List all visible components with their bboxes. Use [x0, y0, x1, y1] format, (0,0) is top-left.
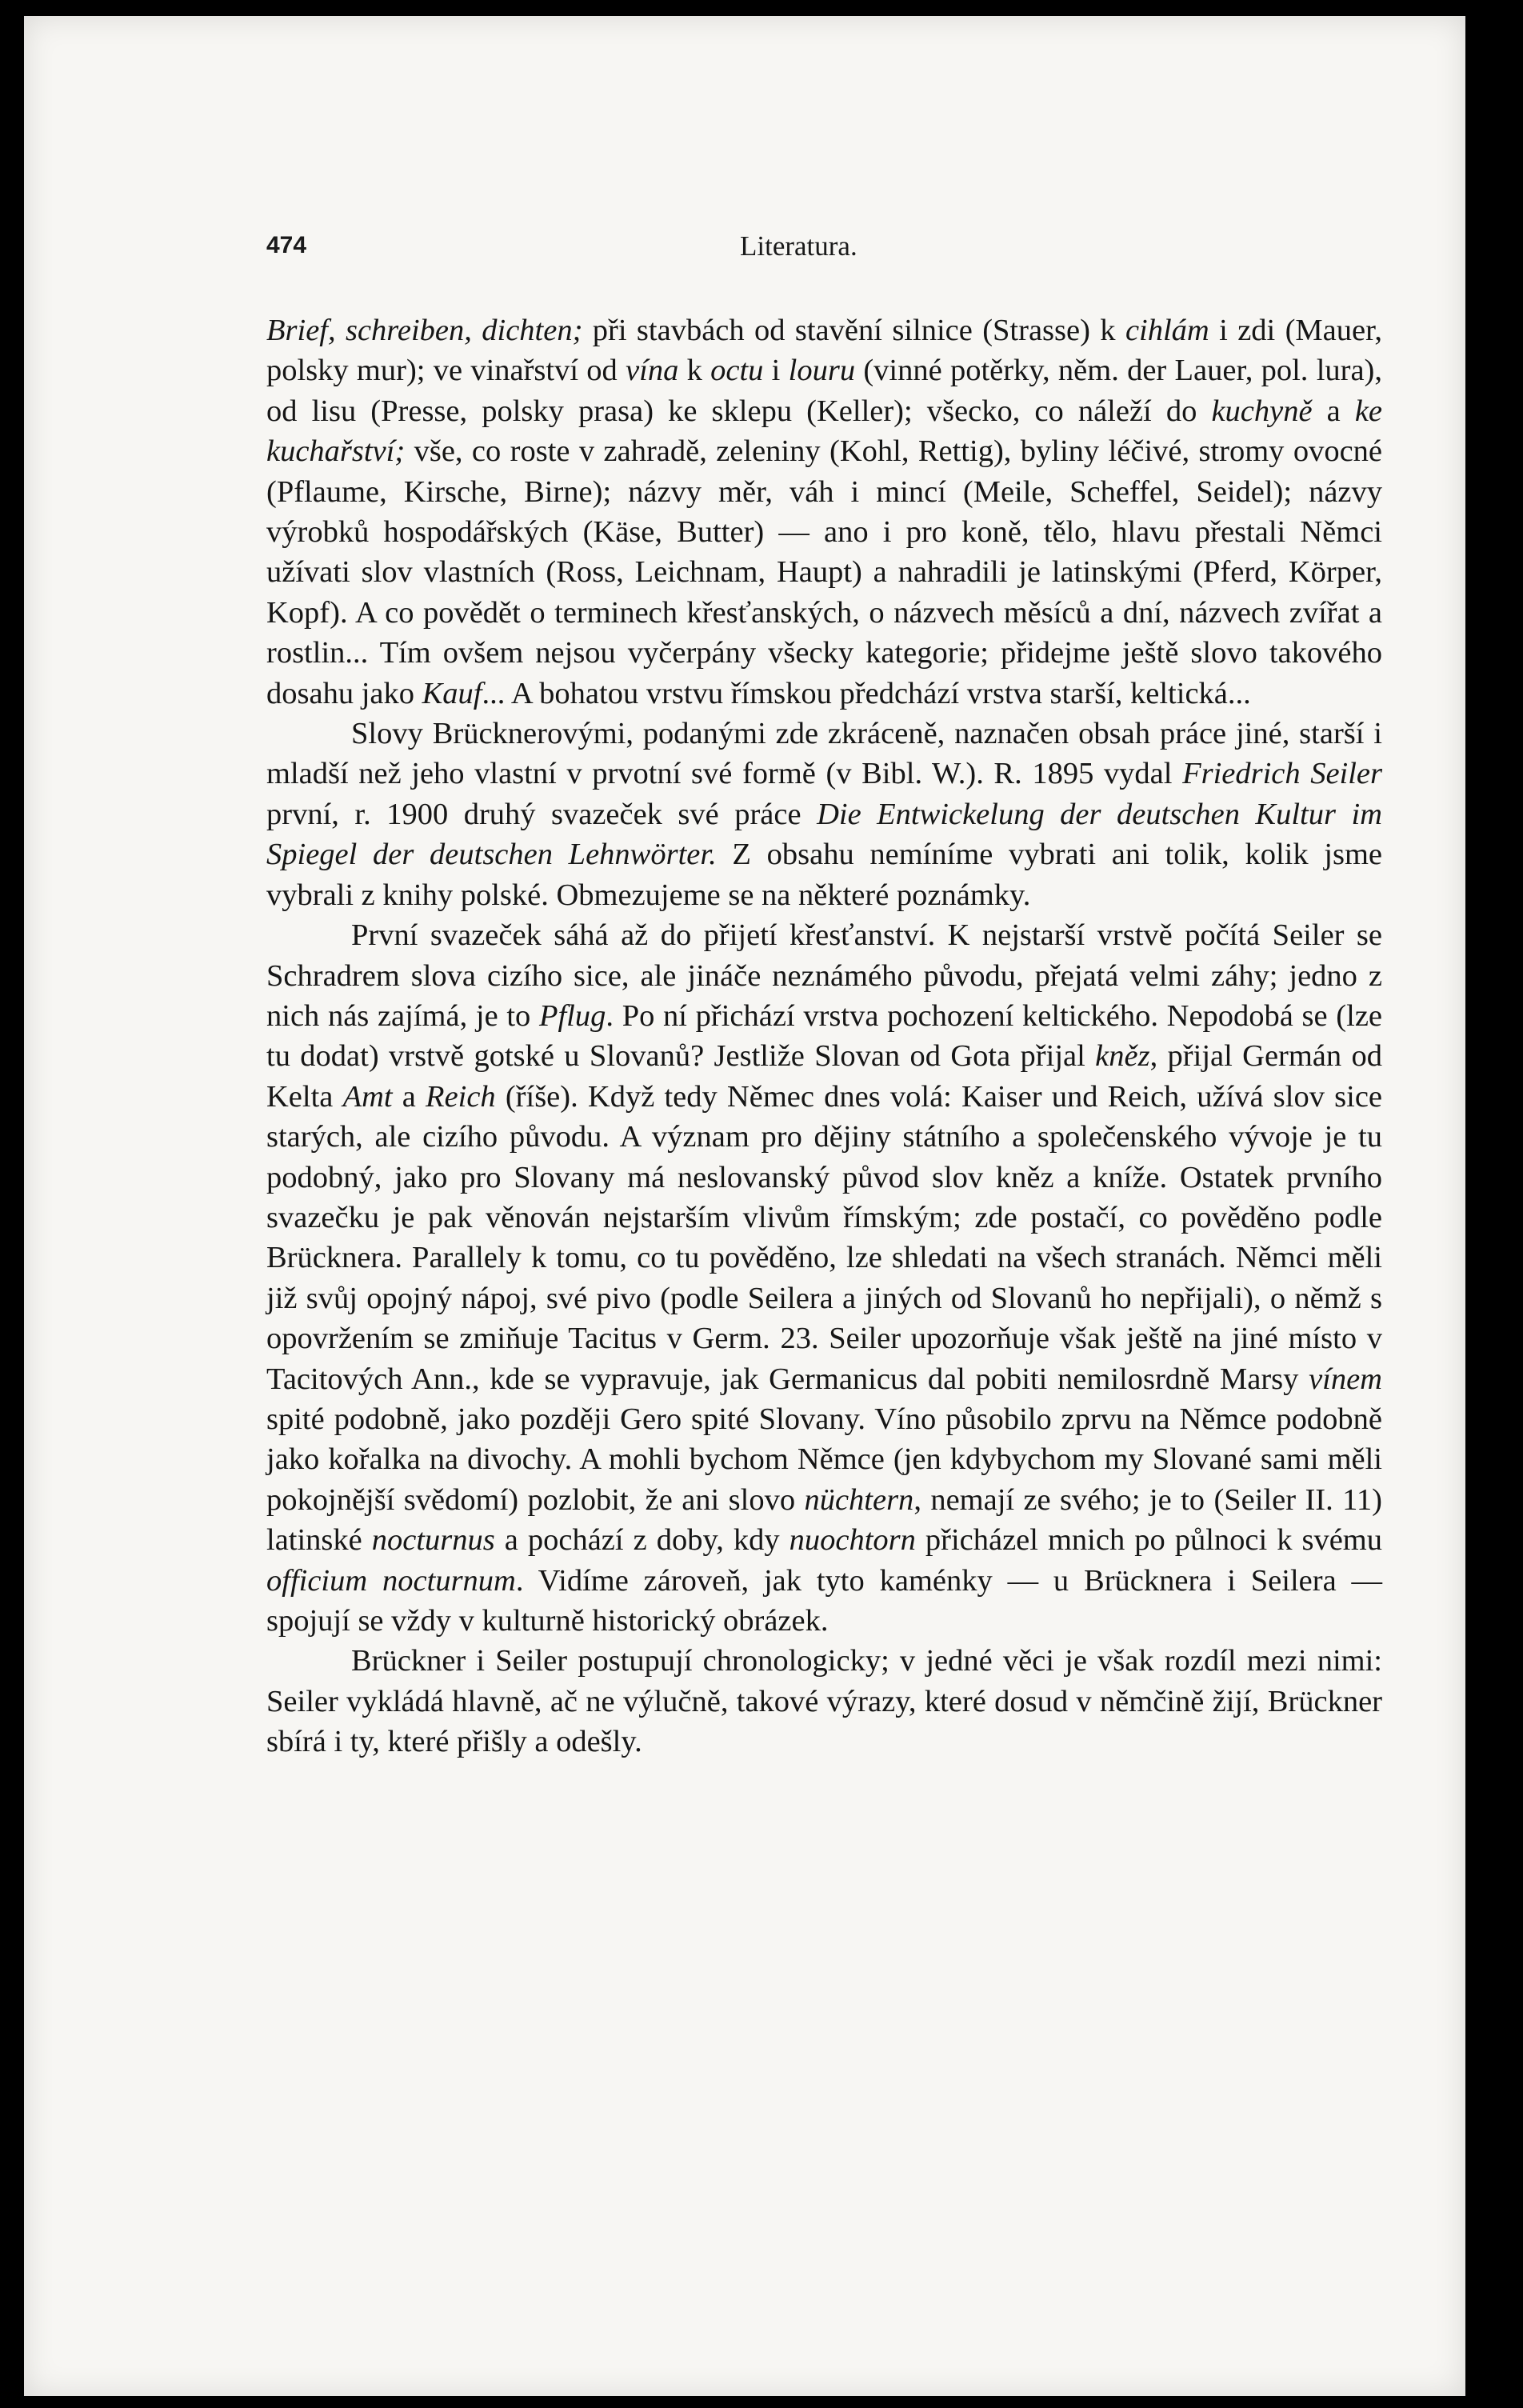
running-title: Literatura. — [740, 230, 857, 262]
paragraph-4: Brückner i Seiler postupují chronologicky; v jedné věci je však rozdíl mezi nimi: Seiler vykládá hlavně, ač ne výlučně, takové výrazy, které dosud v němčině žijí, Brückner sbírá i ty, které přišly a odešly. — [266, 1644, 1382, 1759]
body-text — [266, 310, 1382, 1762]
scan-border — [1465, 0, 1523, 2408]
paragraph-1: Brief, schreiben, dichten; při stavbách od stavění silnice (Strasse) k cihlám i zdi (Mauer, polsky mur); ve vinařství od vína k octu i louru (vinné potěrky, něm. der Lauer, pol. lura), od lisu (Presse, polsky prasa) ke sklepu (Keller); všecko, co náleží do kuchyně a ke kuchařství; vše, co roste v zahradě, zeleniny (Kohl, Rettig), byliny léčivé, stromy ovocné (Pflaume, Kirsche, Birne); názvy měr, váh i mincí (Meile, Scheffel, Seidel); názvy výrobků hospodářských (Käse, Butter) — ano i pro koně, tělo, hlavu přestali Němci užívati slov vlastních (Ross, Leichnam, Haupt) a nahradili je latinskými (Pferd, Körper, Kopf). A co povědět o terminech křesťanských, o názvech měsíců a dní, názvech zvířat a rostlin... Tím ovšem nejsou vyčerpány všecky kategorie; přidejme ještě slovo takového dosahu jako Kauf... A bohatou vrstvu římskou předchází vrstva starší, keltická... — [266, 314, 1383, 710]
paragraph-2: Slovy Brücknerovými, podanými zde zkráceně, naznačen obsah práce jiné, starší i mladší než jeho vlastní v prvotní své formě (v Bibl. W.). R. 1895 vydal Friedrich Seiler první, r. 1900 druhý svazeček své práce Die Entwickelung der deutschen Kultur im Spiegel der deutschen Lehnwörter. Z obsahu nemíníme vybrati ani tolik, kolik jsme vybrali z knihy polské. Obmezujeme se na některé poznámky. — [266, 717, 1383, 912]
page-header — [266, 232, 1386, 280]
paragraph-3: První svazeček sáhá až do přijetí křesťanství. K nejstarší vrstvě počítá Seiler se Schradrem slova cizího sice, ale jináče neznámého původu, přejatá velmi záhy; jedno z nich nás zajímá, je to Pflug. Po ní přichází vrstva pochození keltického. Nepodobá se (lze tu dodat) vrstvě gotské u Slovanů? Jestliže Slovan od Gota přijal kněz, přijal Germán od Kelta Amt a Reich (říše). Když tedy Němec dnes volá: Kaiser und Reich, užívá slov sice starých, ale cizího původu. A význam pro dějiny státního a společenského vývoje je tu podobný, jako pro Slovany má neslovanský původ slov kněz a kníže. Ostatek prvního svazečku je pak věnován nejstarším vlivům římským; zde postačí, co pověděno podle Brücknera. Parallely k tomu, co tu pověděno, lze shledati na všech stranách. Němci měli již svůj opojný nápoj, své pivo (podle Seilera a jiných od Slovanů ho nepřijali), o němž s opovržením se zmiňuje Tacitus v Germ. 23. Seiler upozorňuje však ještě na jiné místo v Tacitových Ann., kde se vypravuje, jak Germanicus dal pobiti nemilosrdně Marsy vínem spité podobně, jako později Gero spité Slovany. Víno působilo zprvu na Němce podobně jako kořalka na divochy. A mohli bychom Němce (jen kdybychom my Slované sami měli pokojnější svědomí) pozlobit, že ani slovo nüchtern, nemají ze svého; je to (Seiler II. 11) latinské nocturnus a pochází z doby, kdy nuochtorn přicházel mnich po půlnoci k svému officium nocturnum. Vidíme zároveň, jak tyto kaménky — u Brücknera i Seilera — spojují se vždy v kulturně historický obrázek. — [266, 918, 1383, 1638]
page-number: 474 — [266, 232, 307, 258]
